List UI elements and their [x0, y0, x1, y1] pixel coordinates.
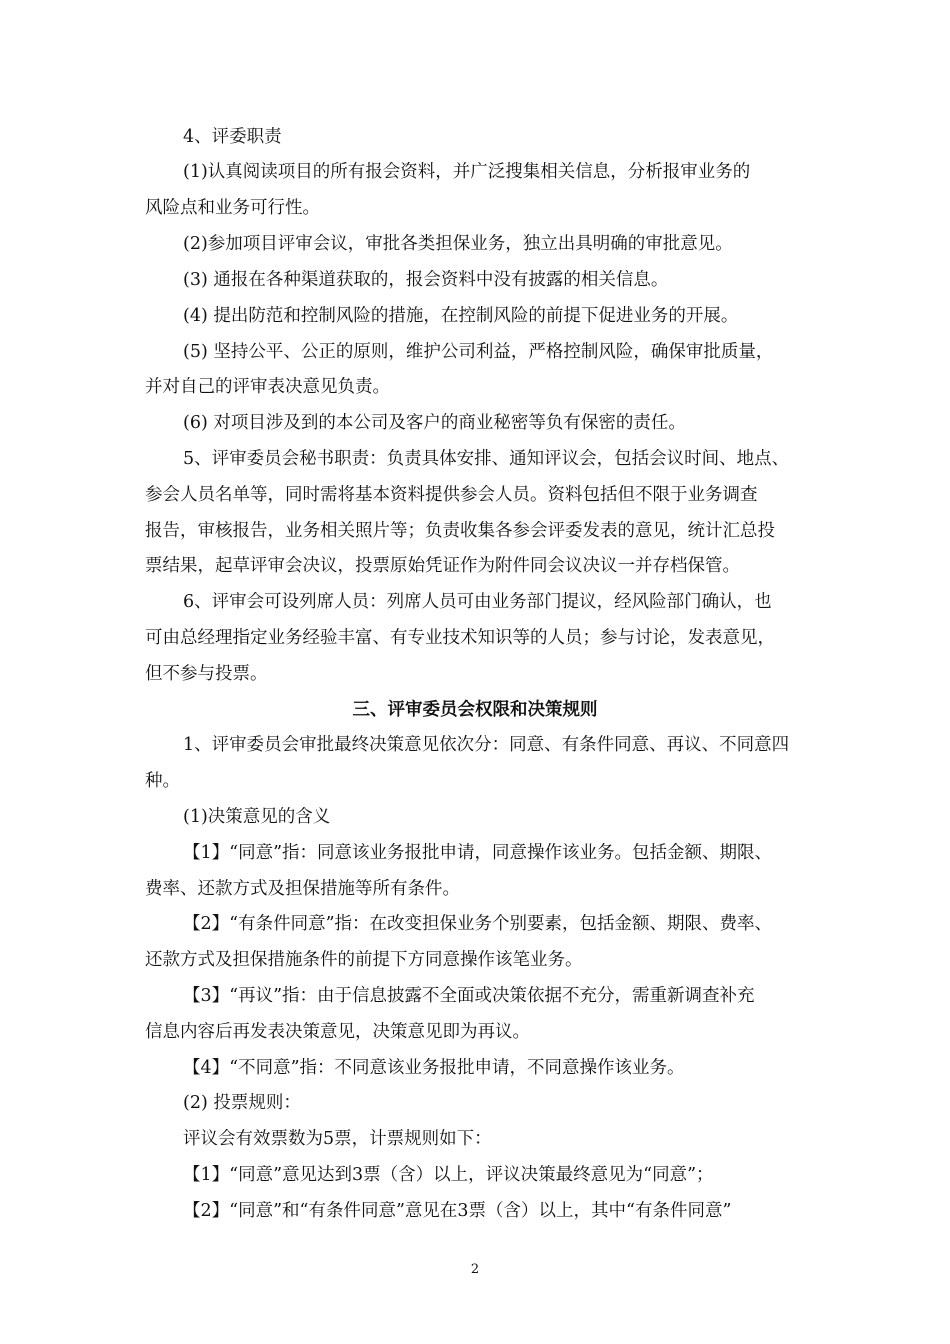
text-line: 费率、还款方式及担保措施等所有条件。: [145, 879, 460, 899]
text-line: (1)认真阅读项目的所有报会资料，并广泛搜集相关信息，分析报审业务的: [183, 162, 751, 182]
text-line: 信息内容后再发表决策意见，决策意见即为再议。: [145, 1022, 530, 1042]
text-line: 1、评审委员会审批最终决策意见依次分：同意、有条件同意、再议、不同意四: [183, 735, 790, 755]
text-line: 6、评审会可设列席人员：列席人员可由业务部门提议，经风险部门确认，也: [183, 592, 772, 612]
text-line: 【2】“同意”和“有条件同意”意见在3票（含）以上，其中“有条件同意”: [183, 1201, 732, 1221]
text-line: 种。: [145, 771, 180, 791]
text-line: (4) 提出防范和控制风险的措施，在控制风险的前提下促进业务的开展。: [183, 306, 739, 326]
text-line: 还款方式及担保措施条件的前提下方同意操作该笔业务。: [145, 950, 583, 970]
section-heading: 三、评审委员会权限和决策规则: [352, 700, 598, 720]
text-line: 【4】“不同意”指：不同意该业务报批申请，不同意操作该业务。: [183, 1058, 685, 1078]
text-line: 报告，审核报告，业务相关照片等；负责收集各参会评委发表的意见，统计汇总投: [145, 521, 775, 541]
text-line: 并对自己的评审表决意见负责。: [145, 377, 390, 397]
text-line: 【1】“同意”意见达到3票（含）以上，评议决策最终意见为“同意”；: [183, 1165, 714, 1185]
text-line: 4、评委职责: [183, 127, 282, 147]
text-line: (5) 坚持公平、公正的原则，维护公司利益，严格控制风险，确保审批质量，: [183, 342, 774, 362]
page-number: 2: [470, 1262, 480, 1277]
text-line: 可由总经理指定业务经验丰富、有专业技术知识等的人员；参与讨论，发表意见，: [145, 628, 775, 648]
text-line: (6) 对项目涉及到的本公司及客户的商业秘密等负有保密的责任。: [183, 413, 686, 433]
text-line: 参会人员名单等，同时需将基本资料提供参会人员。资料包括但不限于业务调查: [145, 485, 758, 505]
text-line: 风险点和业务可行性。: [145, 198, 320, 218]
text-line: (2) 投票规则：: [183, 1093, 301, 1113]
text-line: (2)参加项目评审会议，审批各类担保业务，独立出具明确的审批意见。: [183, 234, 733, 254]
text-line: 评议会有效票数为5票，计票规则如下：: [183, 1129, 492, 1149]
text-line: 票结果，起草评审会决议，投票原始凭证作为附件同会议决议一并存档保管。: [145, 556, 740, 576]
text-line: 【1】“同意”指：同意该业务报批申请，同意操作该业务。包括金额、期限、: [183, 843, 773, 863]
text-line: 但不参与投票。: [145, 664, 268, 684]
text-line: (3) 通报在各种渠道获取的，报会资料中没有披露的相关信息。: [183, 270, 669, 290]
text-line: 【3】“再议”指：由于信息披露不全面或决策依据不充分，需重新调查补充: [183, 986, 755, 1006]
text-line: 【2】“有条件同意”指：在改变担保业务个别要素，包括金额、期限、费率、: [183, 914, 773, 934]
text-line: 5、评审委员会秘书职责：负责具体安排、通知评议会，包括会议时间、地点、: [183, 449, 790, 469]
text-line: (1)决策意见的含义: [183, 807, 331, 827]
